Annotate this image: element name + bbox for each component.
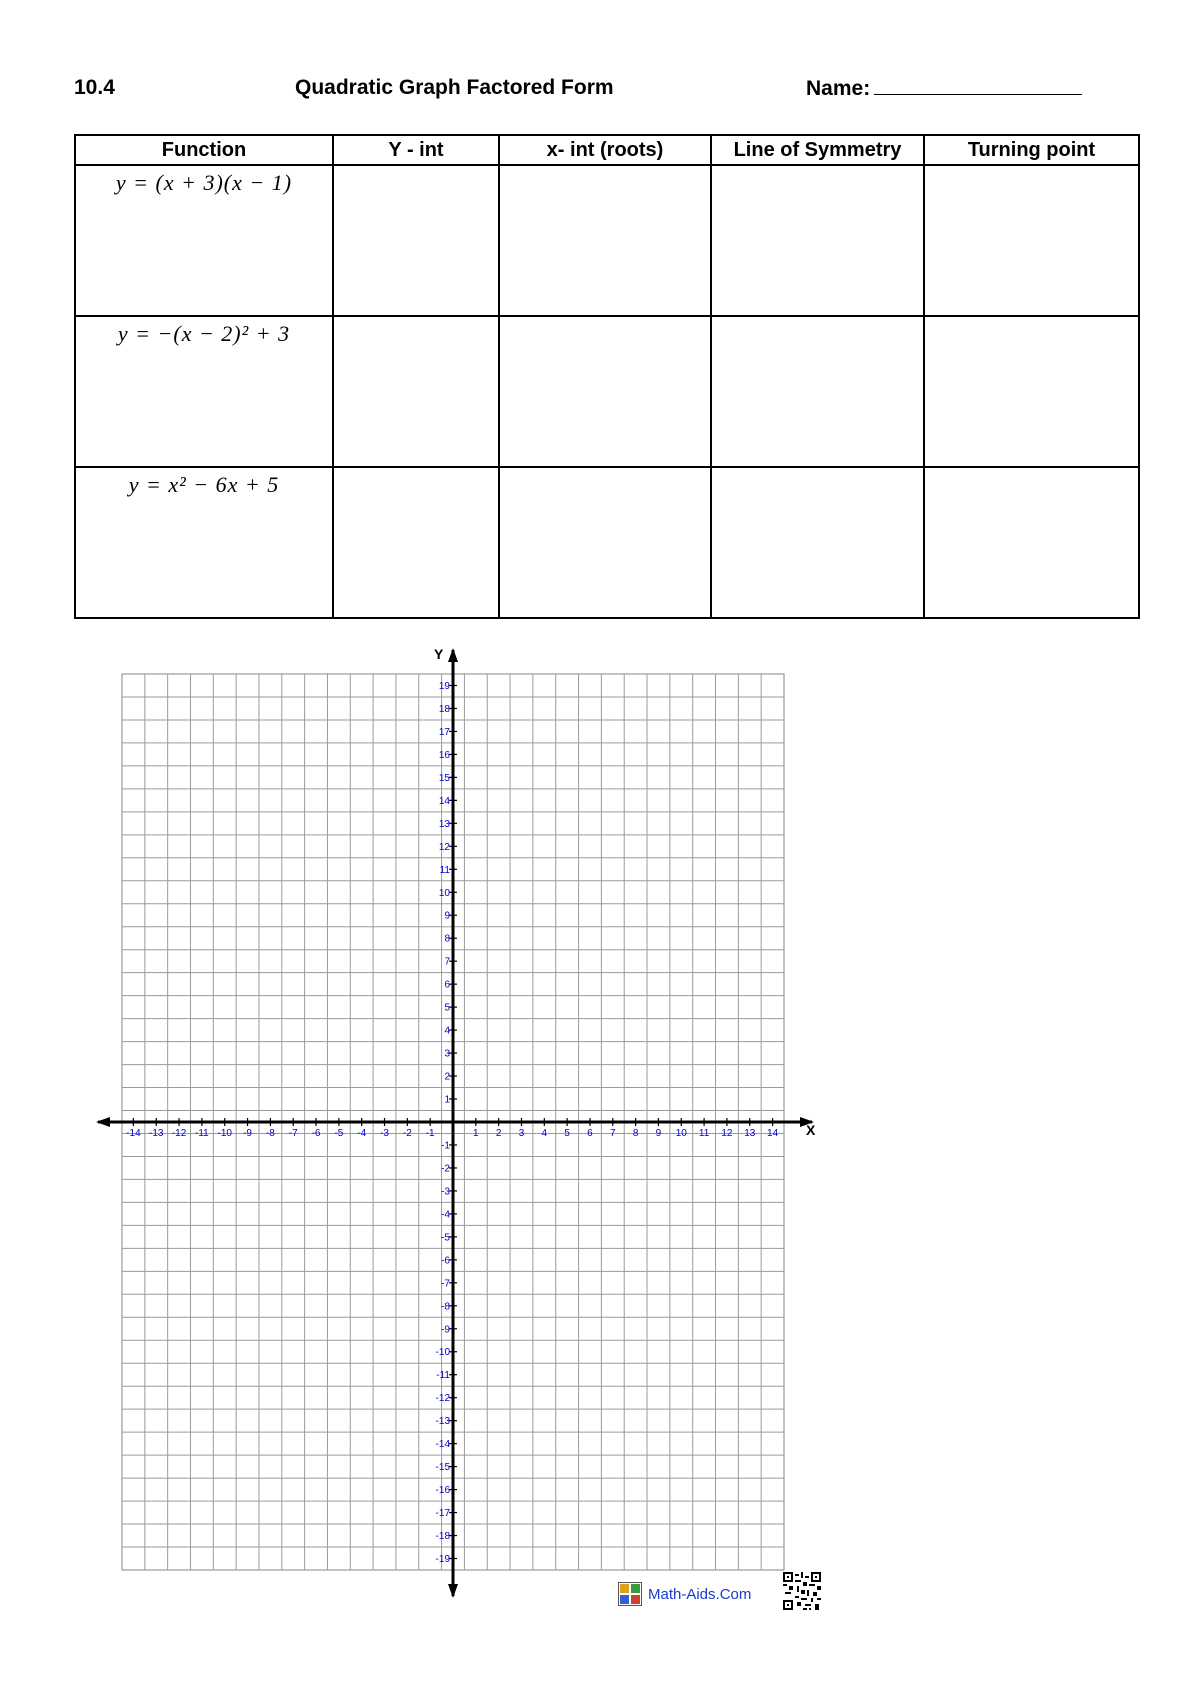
name-label: Name: [806,77,871,100]
y-tick-label: -9 [441,1324,450,1336]
y-tick-label: 15 [438,772,450,784]
y-tick-label: 16 [438,749,450,761]
y-tick-label: 10 [438,887,450,899]
y-tick-label: -16 [435,1485,450,1497]
y-tick-label: -8 [441,1301,450,1313]
y-tick-label: -1 [441,1140,450,1152]
function-cell: y = x² − 6x + 5 [75,467,333,618]
y-tick-label: 17 [438,726,450,738]
x-tick-label: 8 [632,1128,639,1139]
x-tick-label: 9 [655,1128,662,1139]
y-tick-label: -4 [441,1209,450,1221]
y-tick-label: -10 [435,1347,450,1359]
x-tick-label: -8 [265,1128,275,1139]
y-tick-label: 6 [444,979,450,991]
x-tick-label: -3 [380,1128,389,1139]
x-tick-label: 2 [495,1128,502,1139]
y-tick-label: -5 [441,1232,450,1244]
y-tick-label: -17 [435,1508,450,1520]
y-axis-top-arrow [448,648,458,662]
section-number: 10.4 [74,76,115,99]
column-header-x-int: x- int (roots) [499,135,711,165]
y-tick-label: 9 [444,910,450,922]
x-tick-label: -13 [149,1128,164,1139]
y-tick-label: -12 [435,1393,450,1405]
x-tick-label: 12 [721,1128,733,1139]
qr-code-icon [783,1572,821,1610]
column-header-function: Function [75,135,333,165]
y-tick-label: 13 [438,818,450,830]
x-axis-label: X [806,1122,816,1138]
y-tick-label: -14 [435,1439,450,1451]
y-axis-bottom-arrow [448,1584,458,1598]
x-tick-label: 10 [675,1128,687,1139]
y-tick-label: 5 [444,1002,450,1014]
x-tick-label: -7 [288,1128,298,1139]
brand-text: Math-Aids.Com [648,1585,752,1603]
y-tick-label: 1 [444,1094,450,1106]
column-header-y-int: Y - int [333,135,499,165]
y-tick-label: 11 [439,864,450,876]
y-tick-label: 3 [444,1048,450,1060]
y-tick-label: -7 [441,1278,450,1290]
x-axis-left-arrow [96,1117,110,1127]
x-tick-label: -5 [334,1128,344,1139]
worksheet-title: Quadratic Graph Factored Form [295,76,614,99]
x-tick-label: -4 [357,1128,367,1139]
y-tick-label: -11 [436,1370,450,1382]
x-tick-label: -6 [311,1128,321,1139]
x-tick-label: 13 [744,1128,756,1139]
function-cell: y = (x + 3)(x − 1) [75,165,333,316]
y-tick-label: 2 [444,1071,450,1083]
x-tick-label: 5 [564,1128,570,1139]
y-tick-label: -19 [435,1554,450,1566]
x-tick-label: 11 [698,1128,710,1139]
y-tick-label: 12 [438,841,450,853]
calculator-icon [618,1582,642,1606]
y-tick-label: 18 [438,703,450,715]
column-header-line-of-symmetry: Line of Symmetry [711,135,924,165]
y-tick-label: 7 [444,956,450,968]
column-header-turning-point: Turning point [924,135,1139,165]
x-tick-label: 7 [610,1128,616,1139]
x-tick-label: 1 [473,1128,479,1139]
y-tick-label: -13 [435,1416,450,1428]
x-tick-label: -11 [195,1128,209,1139]
y-tick-label: 19 [438,680,450,692]
brand-logo [618,1582,751,1606]
y-tick-label: 14 [438,795,450,807]
x-tick-label: 6 [587,1128,593,1139]
y-tick-label: -18 [435,1531,450,1543]
y-tick-label: -2 [441,1163,450,1175]
x-tick-label: -1 [425,1128,435,1139]
x-tick-label: -9 [243,1128,253,1139]
y-tick-label: -3 [441,1186,450,1198]
y-tick-label: 8 [444,933,450,945]
x-tick-label: 14 [767,1128,779,1139]
x-tick-label: 3 [518,1128,525,1139]
y-tick-label: -6 [441,1255,450,1267]
x-tick-label: -2 [402,1128,412,1139]
y-tick-label: 4 [444,1025,450,1037]
x-tick-label: -10 [217,1128,232,1139]
x-tick-label: 4 [541,1128,548,1139]
y-axis-label: Y [434,646,444,662]
x-tick-label: -12 [171,1128,187,1139]
function-cell: y = −(x − 2)² + 3 [75,316,333,467]
y-tick-label: -15 [435,1462,450,1474]
x-tick-label: -14 [126,1128,141,1139]
